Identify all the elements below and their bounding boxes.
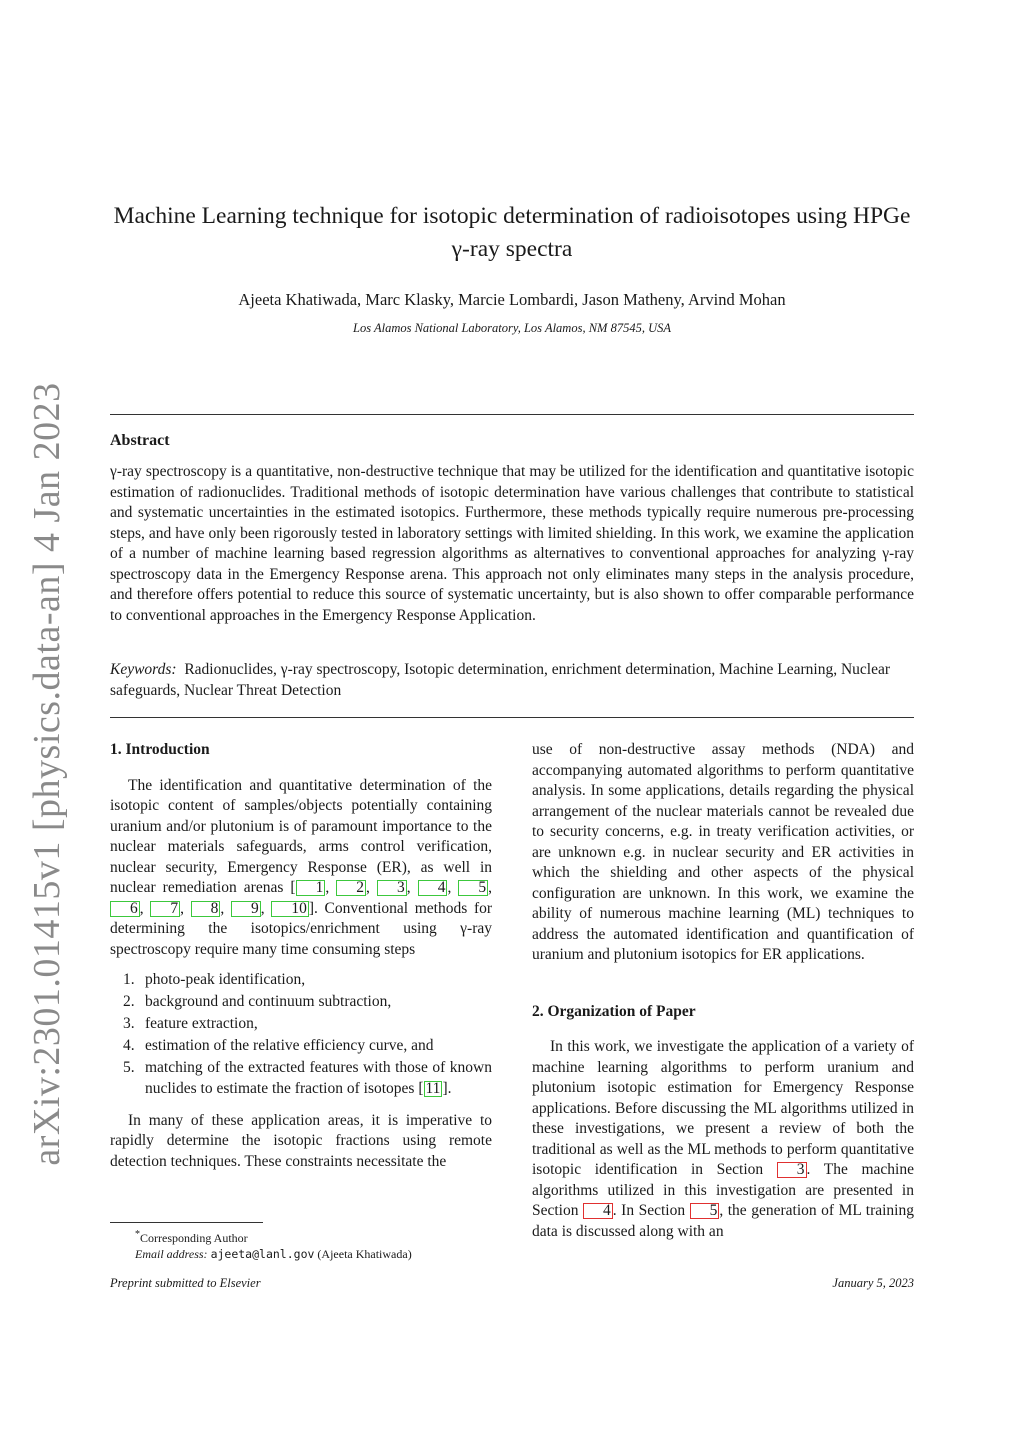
email-label: Email address: (135, 1247, 208, 1261)
abstract-top-rule (110, 414, 914, 415)
citation-link[interactable]: 6 (110, 901, 140, 917)
section-link[interactable]: 4 (583, 1203, 613, 1219)
abstract-bottom-rule (110, 717, 914, 718)
section-heading-introduction: 1. Introduction (110, 741, 210, 758)
organization-paragraph: In this work, we investigate the application of a variety of machine learning algorithms to perform uranium and plutonium isotopic estimation for Emergency Response applications. Before discussing the ML algorithms utilized in these investigations, we present a review of both the traditional as well as the ML methods to perform quantitative isotopic identification in Section 3 . The machine algorithms utilized in this investigation are presented in Section 4 . In Section 5 , the generation of ML training data is discussed along with an (532, 1038, 914, 1240)
list-item: 5. matching of the extracted features with those of known nuclides to estimate the fraction of isotopes [ 11 ]. (123, 1059, 492, 1097)
email-link[interactable]: ajeeta@lanl.gov (210, 1247, 315, 1261)
citation-link[interactable]: 9 (231, 901, 261, 917)
citation-link[interactable]: 2 (336, 880, 366, 896)
citation-link[interactable]: 11 (425, 1079, 441, 1097)
abstract-heading: Abstract (110, 432, 170, 449)
analysis-steps-list (110, 970, 492, 1099)
section-heading-organization: 2. Organization of Paper (532, 1002, 696, 1020)
keywords-label: Keywords: (110, 661, 177, 678)
footnote-label: Corresponding Author (140, 1231, 248, 1245)
citation-link[interactable]: 7 (150, 901, 180, 917)
citation-link[interactable]: 3 (377, 880, 407, 896)
footnote (110, 1227, 412, 1262)
footnote-marker: * (135, 1229, 140, 1240)
left-column (110, 740, 492, 1172)
arxiv-identifier-stamp: arXiv:2301.01415v1 [physics.data-an] 4 Jan 2023 (26, 382, 68, 1166)
intro-p1-text-end: ]. Conventional methods for determining the isotopics/enrichment using γ-ray spectroscopy require many time consuming steps (110, 899, 493, 958)
intro-p1-text: The identification and quantitative determination of the isotopic content of samples/objects potentially containing uranium and/or plutonium is of paramount importance to the nuclear materials safeguards, arms control verification, nuclear security, Emergency Response (ER), as well in nuclear remediation arenas [ (110, 776, 492, 896)
citation-link[interactable]: 5 (458, 880, 488, 896)
citation-link[interactable]: 4 (418, 880, 448, 896)
citation-link[interactable]: 1 (296, 880, 326, 896)
abstract-body: γ-ray spectroscopy is a quantitative, non-destructive technique that may be utilized for the identification and quantitative isotopic estimation of radionuclides. Traditional methods of isotopic determination have various challenges that contribute to statistical and systematic uncertainties in the estimated isotopics. Furthermore, these methods typically require numerous pre-processing steps, and have only been rigorously tested in laboratory settings with limited shielding. In this work, we examine the application of a number of machine learning based regression algorithms as alternatives to conventional approaches for analyzing γ-ray spectroscopy data in the Emergency Response arena. This approach not only eliminates many steps in the analysis procedure, and therefore offers potential to reduce this source of systematic uncertainty, but is also shown to offer comparable performance to conventional approaches in the Emergency Response Application. (110, 463, 914, 624)
footer-preprint-note: Preprint submitted to Elsevier (110, 1276, 261, 1290)
intro-paragraph-1: The identification and quantitative determination of the isotopic content of samples/objects potentially containing uranium and/or plutonium is of paramount importance to the nuclear materials safeguards, arms control verification, nuclear security, Emergency Response (ER), as well in nuclear remediation arenas [ 1 , 2 , 3 , 4 , 5 , 6 , 7 , 8 , 9 , 10 ]. Conventional methods for determining the isotopics/enrichment using γ-ray spectroscopy require many time consuming steps (110, 776, 493, 958)
list-item: 1. photo-peak identification, (123, 971, 306, 988)
list-item: 2. background and continuum subtraction, (123, 993, 392, 1010)
footer-date: January 5, 2023 (832, 1276, 914, 1290)
email-owner: (Ajeeta Khatiwada) (317, 1247, 412, 1261)
keywords (110, 660, 914, 701)
footnote-rule (110, 1222, 263, 1223)
right-column (532, 740, 914, 1242)
intro-paragraph-2: In many of these application areas, it is imperative to rapidly determine the isotopic fractions using remote detection techniques. These constraints necessitate the (110, 1111, 492, 1170)
affiliation: Los Alamos National Laboratory, Los Alamos, NM 87545, USA (353, 321, 671, 335)
intro-paragraph-3: use of non-destructive assay methods (NDA) and accompanying automated algorithms to perform quantitative analysis. In some applications, details regarding the physical arrangement of the nuclear materials cannot be revealed due to security concerns, e.g. in treaty verification activities, or are unknown e.g. in nuclear security and ER activities in which the shielding and other aspects of the physical configuration are unknown. In this work, we examine the ability of numerous machine learning (ML) techniques to address the automated identification and quantification of uranium and plutonium isotopics for ER applications. (532, 741, 914, 963)
section-link[interactable]: 5 (690, 1203, 720, 1219)
section-link[interactable]: 3 (777, 1162, 807, 1178)
keywords-text: Radionuclides, γ-ray spectroscopy, Isotopic determination, enrichment determination, Machine Learning, Nuclear safeguards, Nuclear Threat Detection (110, 661, 891, 699)
citation-link[interactable]: 10 (271, 901, 309, 917)
author-list: Ajeeta Khatiwada, Marc Klasky, Marcie Lombardi, Jason Matheny, Arvind Mohan (238, 290, 786, 309)
list-item: 4. estimation of the relative efficiency curve, and (123, 1037, 434, 1054)
citation-link[interactable]: 8 (191, 901, 221, 917)
paper-title: Machine Learning technique for isotopic determination of radioisotopes using HPGe γ-ray spectra (113, 203, 911, 262)
list-item: 3. feature extraction, (123, 1015, 258, 1032)
